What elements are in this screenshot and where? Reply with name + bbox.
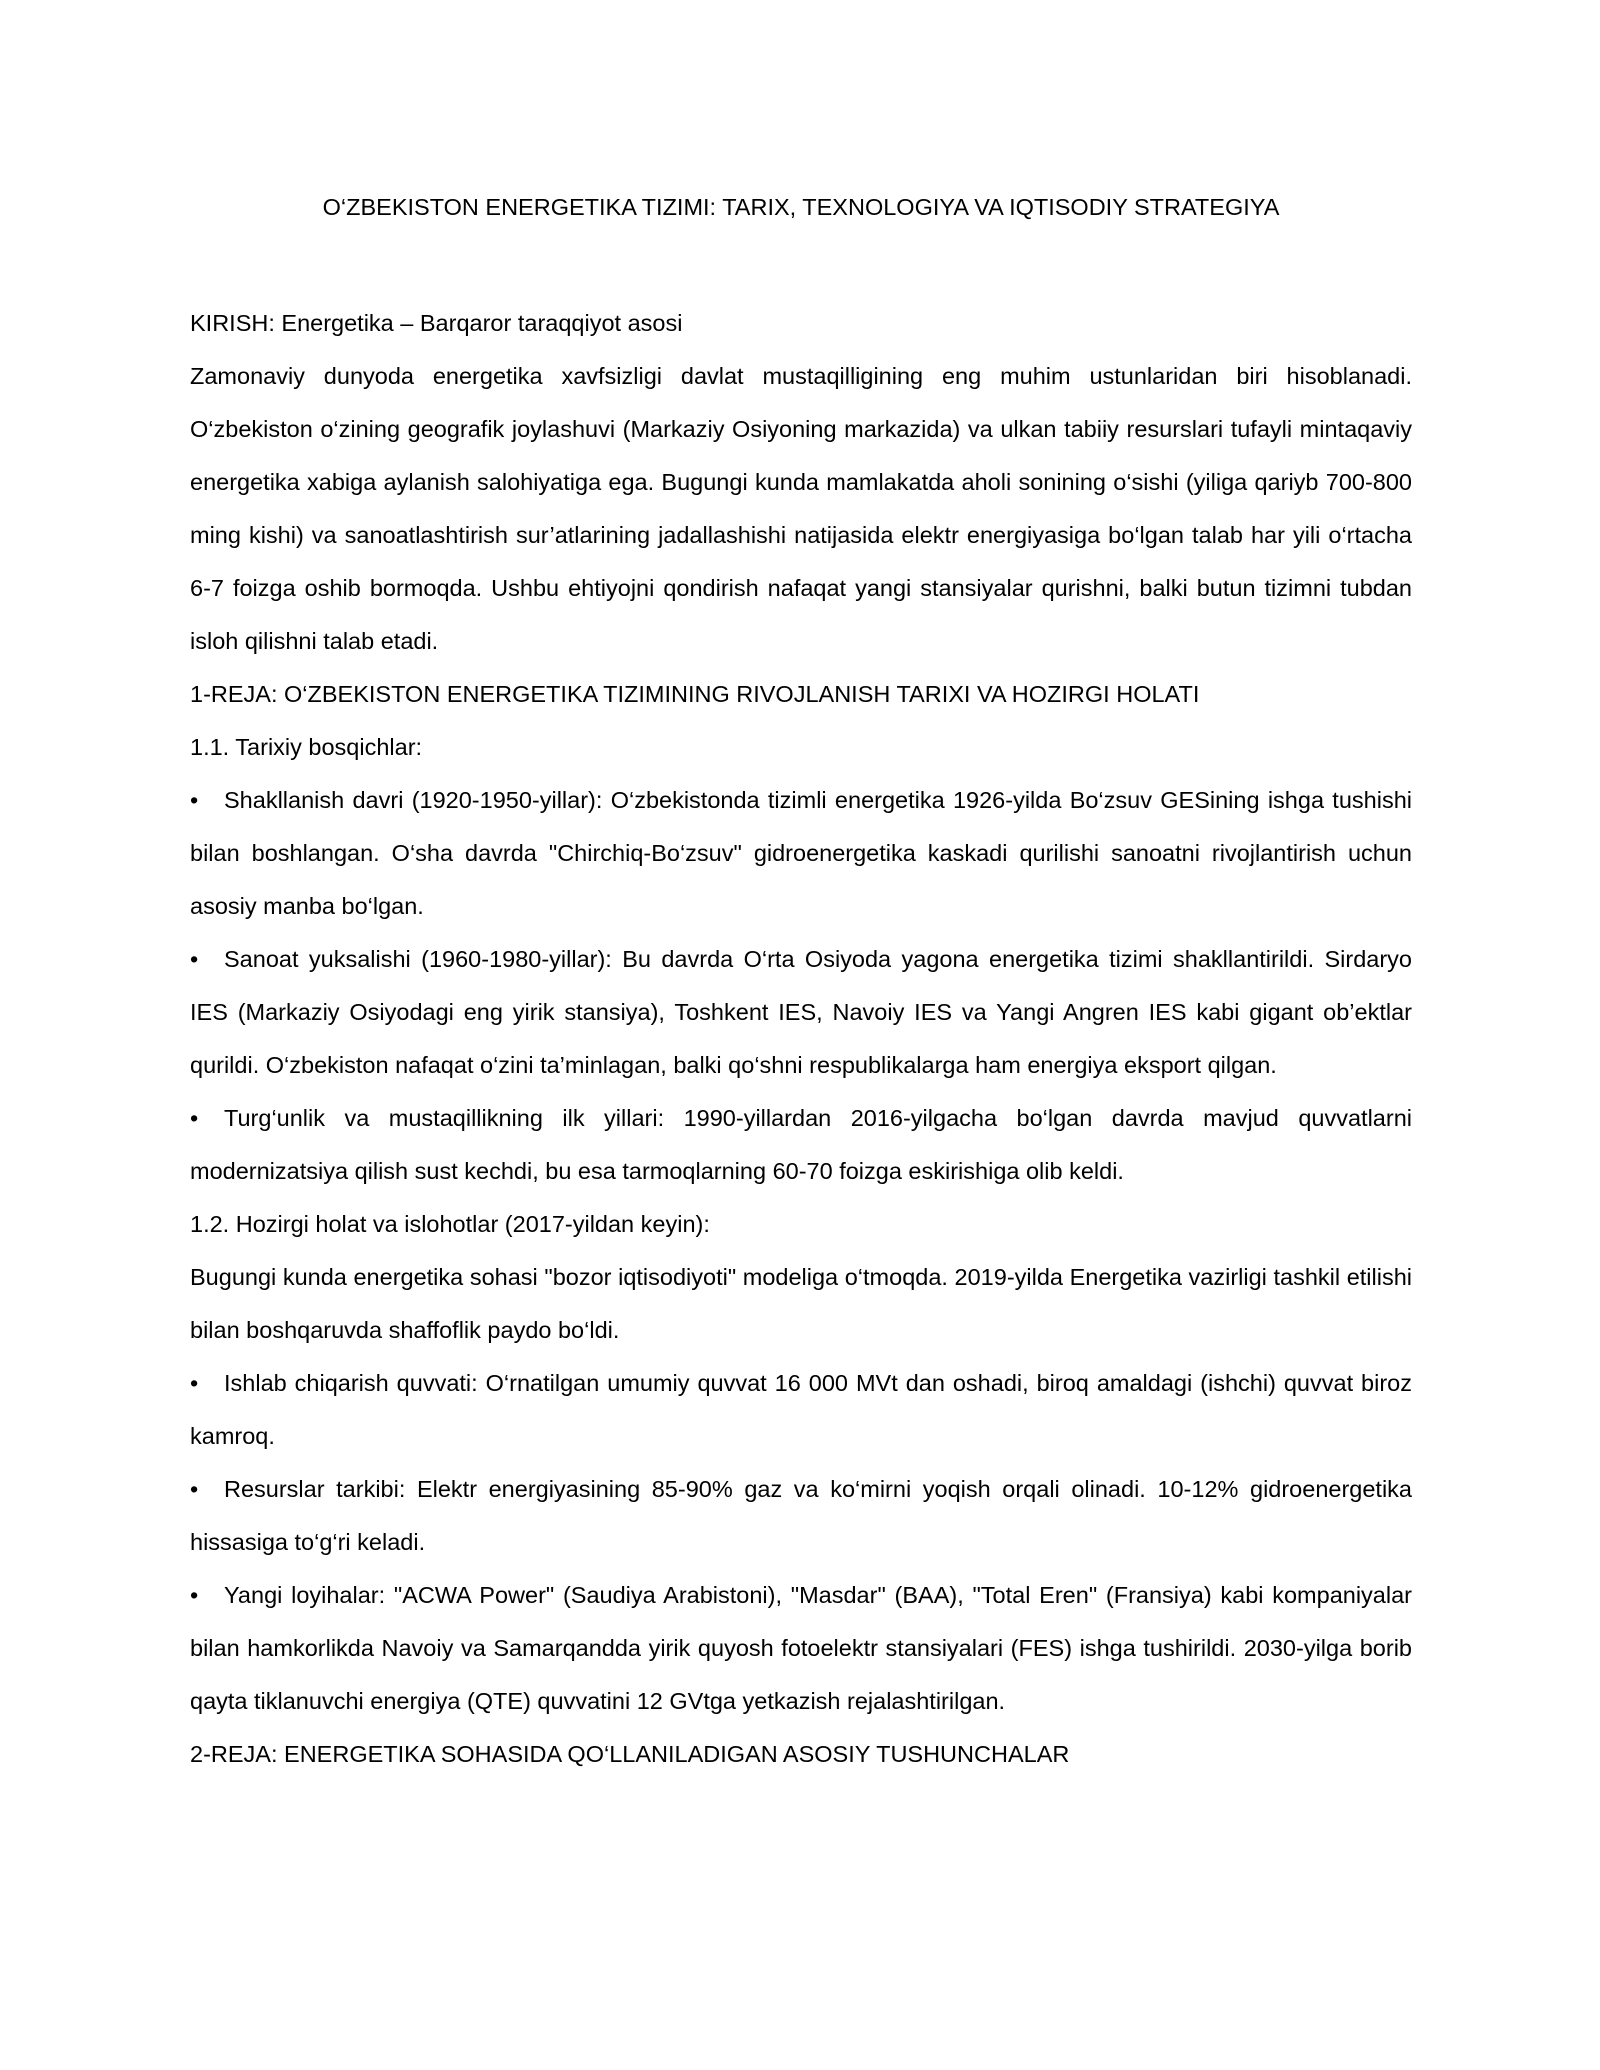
subsection-1-1-heading: 1.1. Tarixiy bosqichlar:: [190, 734, 423, 760]
bullet-icon: •: [190, 787, 199, 813]
intro-paragraph: Zamonaviy dunyoda energetika xavfsizligi davlat mustaqilligining eng muhim ustunlaridan biri hisoblanadi. O‘zbekiston o‘zining geografik joylashuvi (Markaziy Osiyoning markazida) va ulkan tabiiy resurslari tufayli mintaqaviy energetika xabiga aylanish salohiyatiga ega. Bugungi kunda mamlakatda aholi sonining o‘sishi (yiliga qariyb 700-800 ming kishi) va sanoatlashtirish sur’atlarining jadallashishi natijasida elektr energiyasiga bo‘lgan talab har yili o‘rtacha 6-7 foizga oshib bormoqda. Ushbu ehtiyojni qondirish nafaqat yangi stansiyalar qurishni, balki butun tizimni tubdan isloh qilishni talab etadi.: [190, 363, 1412, 654]
bullet-icon: •: [190, 946, 199, 972]
intro-heading: KIRISH: Energetika – Barqaror taraqqiyot asosi: [190, 310, 683, 336]
list-item: [190, 1092, 1412, 1198]
bullet-icon: •: [190, 1105, 199, 1131]
bullet-icon: •: [190, 1582, 199, 1608]
list-item-text: Resurslar tarkibi: Elektr energiyasining 85-90% gaz va ko‘mirni yoqish orqali olinadi. 10-12% gidroenergetika hissasiga to‘g‘ri keladi.: [190, 1476, 1412, 1555]
list-item: [190, 933, 1412, 1092]
list-item: [190, 1569, 1412, 1728]
list-item-text: Turg‘unlik va mustaqillikning ilk yillari: 1990-yillardan 2016-yilgacha bo‘lgan davrda mavjud quvvatlarni modernizatsiya qilish sust kechdi, bu esa tarmoqlarning 60-70 foizga eskirishiga olib keldi.: [190, 1105, 1412, 1184]
document-body: [190, 297, 1412, 1781]
list-item: [190, 1463, 1412, 1569]
list-item: [190, 774, 1412, 933]
list-item-text: Ishlab chiqarish quvvati: O‘rnatilgan umumiy quvvat 16 000 MVt dan oshadi, biroq amaldagi (ishchi) quvvat biroz kamroq.: [190, 1370, 1412, 1449]
list-item-text: Shakllanish davri (1920-1950-yillar): O‘zbekistonda tizimli energetika 1926-yilda Bo‘zsuv GESining ishga tushishi bilan boshlangan. O‘sha davrda "Chirchiq-Bo‘zsuv" gidroenergetika kaskadi qurilishi sanoatni rivojlantirish uchun asosiy manba bo‘lgan.: [190, 787, 1412, 919]
bullet-icon: •: [190, 1476, 199, 1502]
section-2-heading: 2-REJA: ENERGETIKA SOHASIDA QO‘LLANILADIGAN ASOSIY TUSHUNCHALAR: [190, 1741, 1070, 1767]
bullet-icon: •: [190, 1370, 199, 1396]
document-title: O‘ZBEKISTON ENERGETIKA TIZIMI: TARIX, TEXNOLOGIYA VA IQTISODIY STRATEGIYA: [322, 194, 1280, 220]
list-item-text: Sanoat yuksalishi (1960-1980-yillar): Bu davrda O‘rta Osiyoda yagona energetika tizimi shakllantirildi. Sirdaryo IES (Markaziy Osiyodagi eng yirik stansiya), Toshkent IES, Navoiy IES va Yangi Angren IES kabi gigant ob’ektlar qurildi. O‘zbekiston nafaqat o‘zini ta’minlagan, balki qo‘shni respublikalarga ham energiya eksport qilgan.: [190, 946, 1412, 1078]
list-item: [190, 1357, 1412, 1463]
list-item-text: Yangi loyihalar: "ACWA Power" (Saudiya Arabistoni), "Masdar" (BAA), "Total Eren" (Fransiya) kabi kompaniyalar bilan hamkorlikda Navoiy va Samarqandda yirik quyosh fotoelektr stansiyalari (FES) ishga tushirildi. 2030-yilga borib qayta tiklanuvchi energiya (QTE) quvvatini 12 GVtga yetkazish rejalashtirilgan.: [190, 1582, 1412, 1714]
subsection-1-2-heading: 1.2. Hozirgi holat va islohotlar (2017-yildan keyin):: [190, 1211, 710, 1237]
paragraph-1-2: Bugungi kunda energetika sohasi "bozor iqtisodiyoti" modeliga o‘tmoqda. 2019-yilda Energetika vazirligi tashkil etilishi bilan boshqaruvda shaffoflik paydo bo‘ldi.: [190, 1264, 1412, 1343]
section-1-heading: 1-REJA: O‘ZBEKISTON ENERGETIKA TIZIMINING RIVOJLANISH TARIXI VA HOZIRGI HOLATI: [190, 681, 1200, 707]
